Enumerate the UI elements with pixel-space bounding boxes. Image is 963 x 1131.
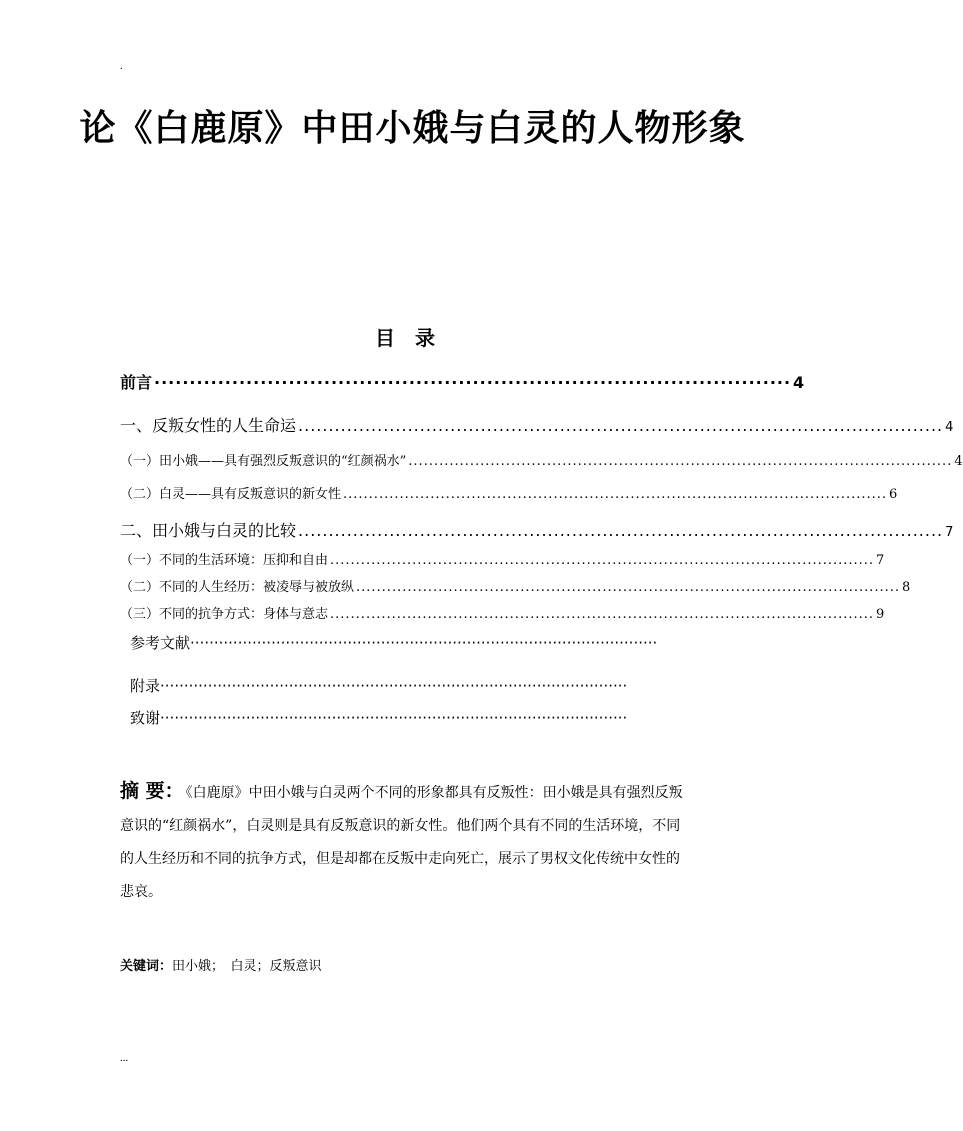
toc-leader: ..........................................................................................................: [298, 521, 944, 540]
toc-page-number: 7: [945, 525, 954, 540]
abstract-label: 摘 要：: [120, 780, 184, 802]
toc-leader: ..........................................................................................................: [408, 454, 953, 469]
toc-leader: ..........................................................................................................: [356, 580, 901, 595]
toc-leader: ··························································································: [154, 373, 792, 392]
keywords-label: 关键词：: [120, 959, 173, 974]
toc-entry-section-1-2[interactable]: [120, 483, 898, 502]
toc-label: 致谢: [130, 709, 161, 727]
toc-heading: 目 录: [375, 326, 435, 350]
toc-label: （二）白灵——具有反叛意识的新女性: [120, 487, 342, 502]
toc-entry-section-2-1[interactable]: [120, 549, 885, 568]
toc-leader: ··································································································: [190, 634, 658, 652]
toc-entry-preface[interactable]: [120, 370, 805, 393]
toc-entry-section-2-3[interactable]: [120, 603, 885, 622]
toc-entry-acknowledgements[interactable]: [130, 707, 628, 728]
toc-leader: ..........................................................................................................: [343, 487, 888, 502]
abstract: [120, 775, 690, 909]
toc-leader: ··································································································: [160, 709, 628, 727]
keywords-text: 田小娥； 白灵；反叛意识: [172, 959, 322, 974]
toc-entry-references[interactable]: [130, 632, 658, 653]
toc-label: 一、反叛女性的人生命运: [120, 416, 297, 435]
toc-page-number: 4: [793, 373, 805, 392]
document-title: 论《白鹿原》中田小娥与白灵的人物形象: [79, 108, 746, 149]
toc-label: （二）不同的人生经历：被凌辱与被放纵: [120, 580, 355, 595]
toc-entry-chapter-1[interactable]: [120, 413, 954, 436]
toc-label: 二、田小娥与白灵的比较: [120, 521, 297, 540]
toc-label: （一）不同的生活环境：压抑和自由: [120, 553, 329, 568]
toc-page-number: 8: [902, 580, 911, 595]
toc-label: （三）不同的抗争方式：身体与意志: [120, 607, 329, 622]
toc-leader: ..........................................................................................................: [298, 416, 944, 435]
abstract-text: 《白鹿原》中田小娥与白灵两个不同的形象都具有反叛性：田小娥是具有强烈反叛意识的“红颜祸水”，白灵则是具有反叛意识的新女性。他们两个具有不同的生活环境，不同的人生经历和不同的抗争方式，但是却都在反叛中走向死亡，展示了男权文化传统中女性的悲哀。: [120, 785, 683, 900]
toc-entry-section-2-2[interactable]: [120, 576, 911, 595]
toc-label: 前言: [120, 373, 153, 392]
toc-page-number: 4: [954, 454, 963, 469]
toc-page-number: 7: [876, 553, 885, 568]
page-mark-bottom: ...: [120, 1052, 129, 1064]
page-mark-top: .: [120, 60, 123, 72]
toc-entry-section-1-1[interactable]: [120, 450, 963, 469]
toc-page-number: 6: [889, 487, 898, 502]
toc-leader: ..........................................................................................................: [330, 553, 875, 568]
toc-label: 参考文献: [130, 634, 191, 652]
toc-leader: ··································································································: [160, 677, 628, 695]
toc-leader: ..........................................................................................................: [330, 607, 875, 622]
toc-label: （一）田小娥——具有强烈反叛意识的“红颜祸水”: [120, 454, 407, 469]
keywords: [120, 955, 322, 974]
toc-page-number: 4: [945, 420, 954, 435]
toc-label: 附录: [130, 677, 161, 695]
toc-entry-appendix[interactable]: [130, 675, 628, 696]
toc-entry-chapter-2[interactable]: [120, 518, 954, 541]
toc-page-number: 9: [876, 607, 885, 622]
